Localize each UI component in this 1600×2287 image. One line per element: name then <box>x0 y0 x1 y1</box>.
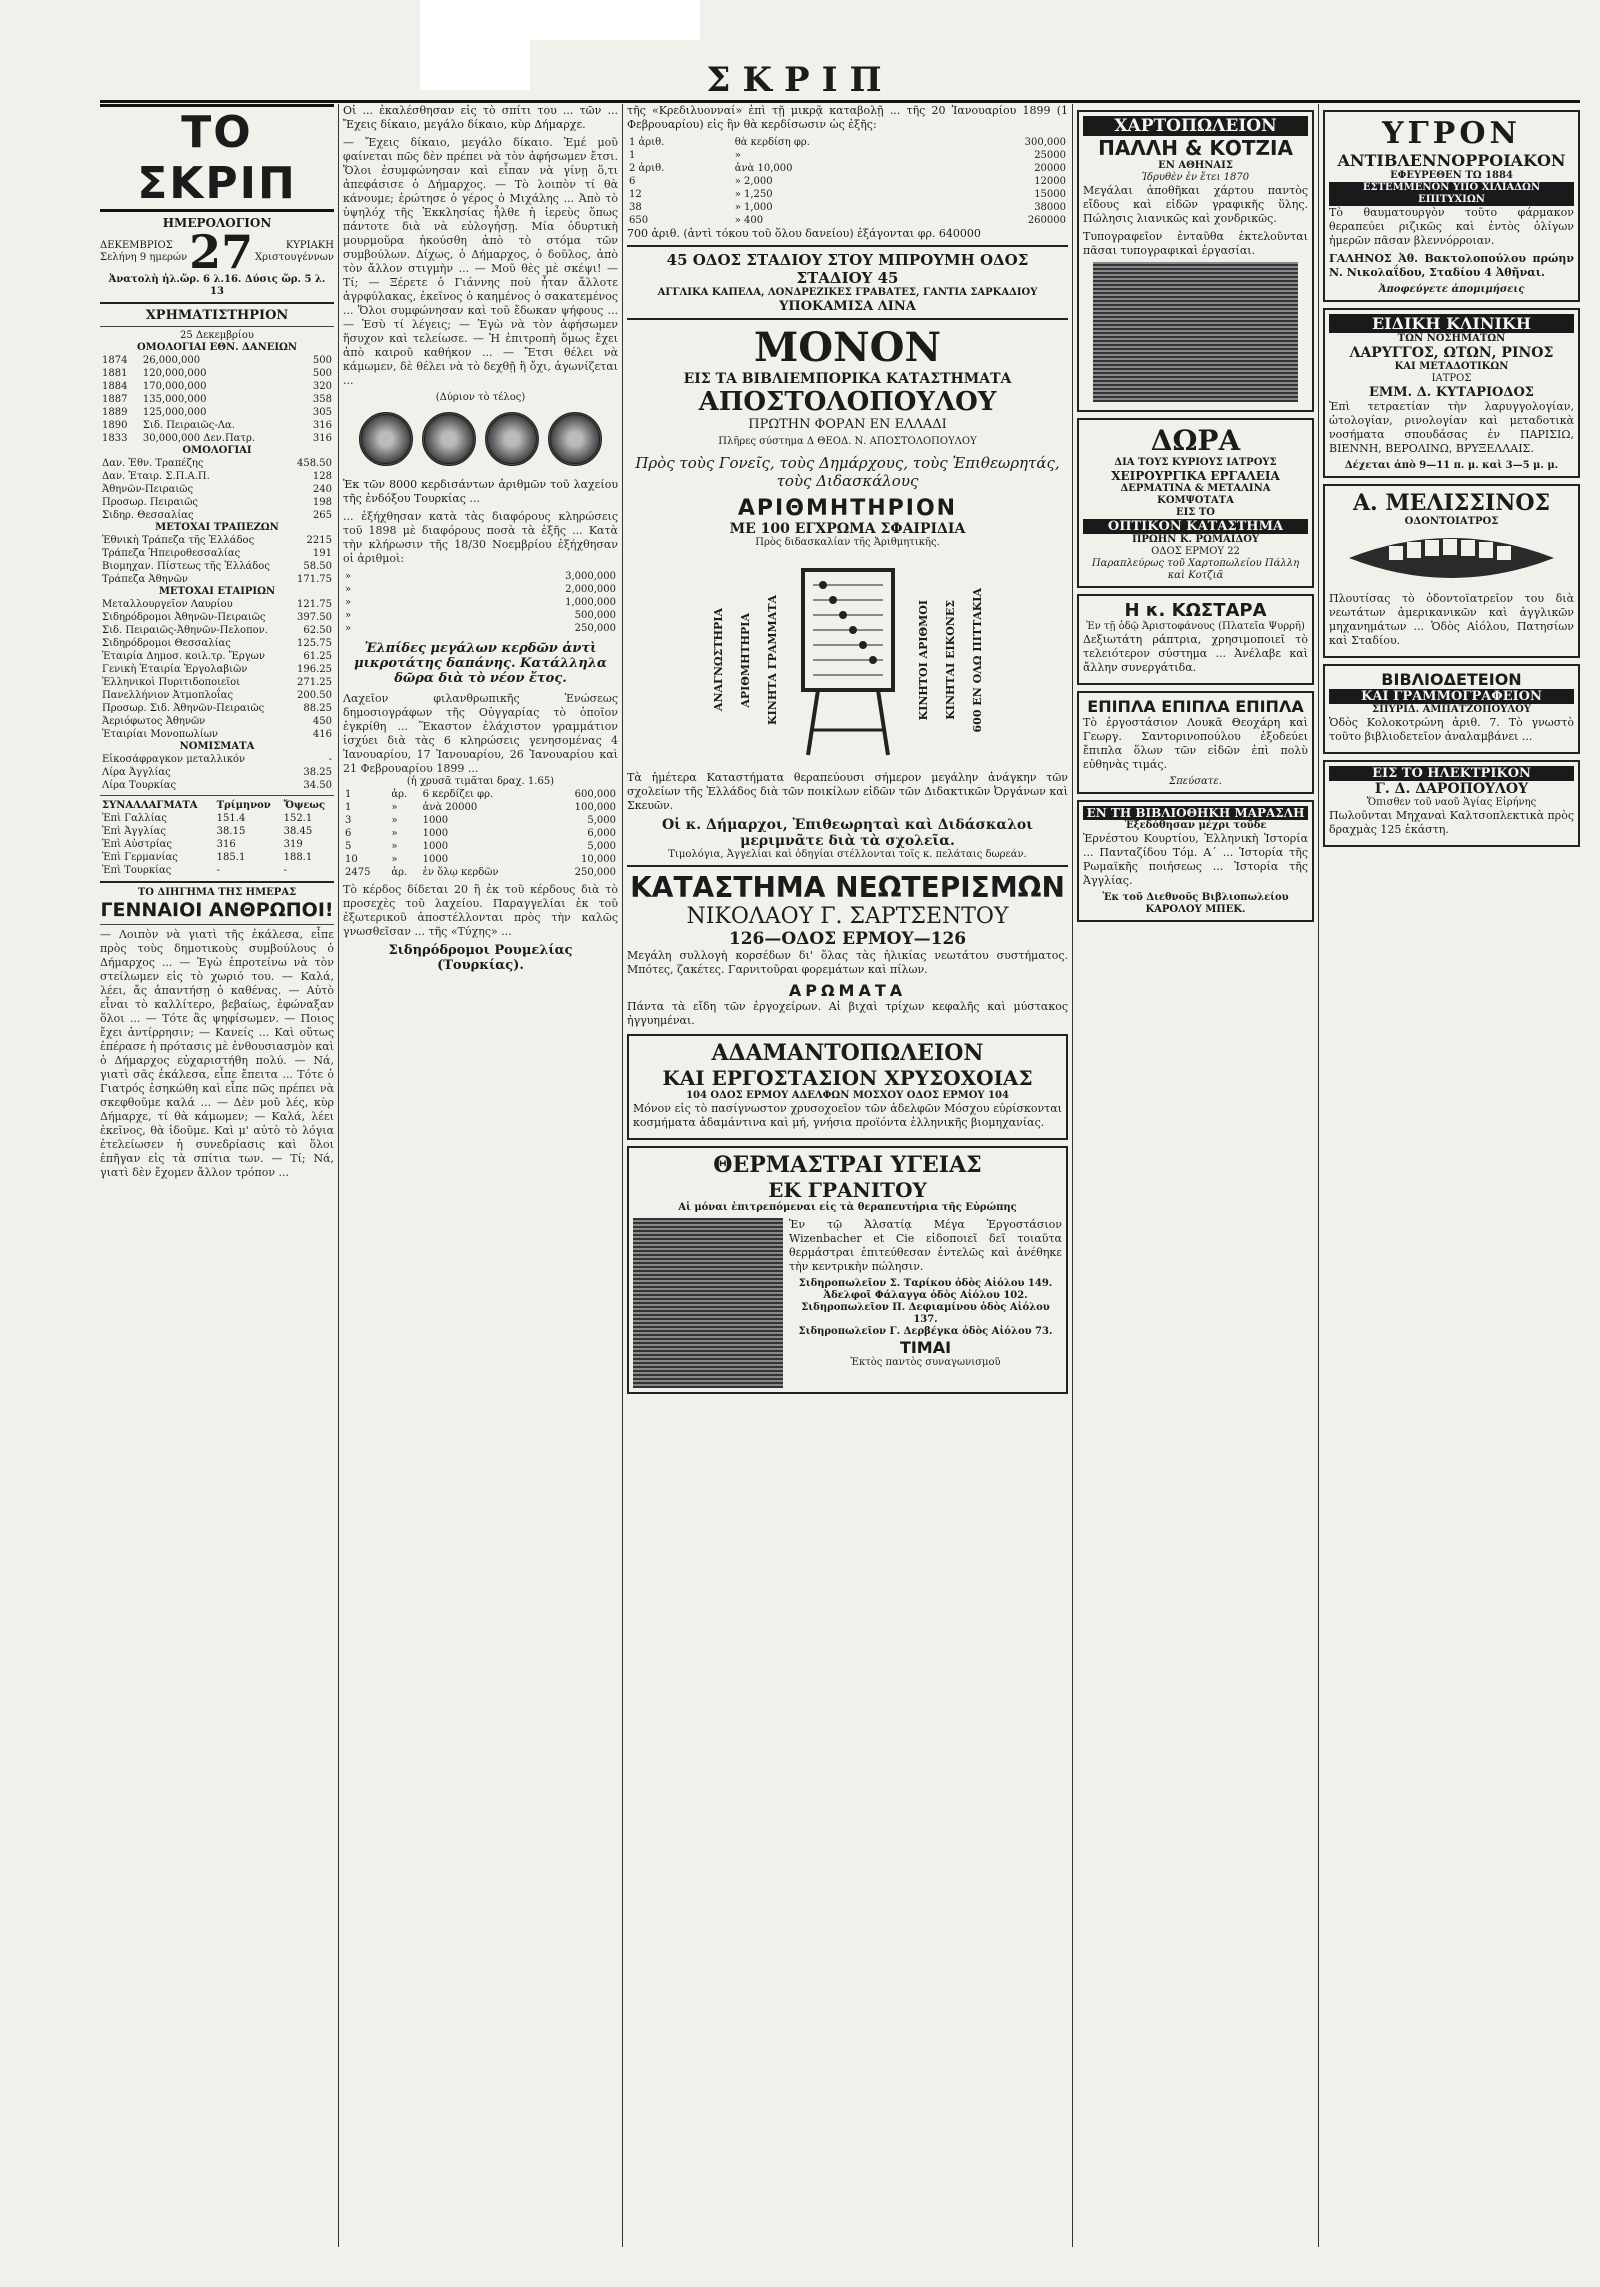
table-row: Τράπεζα Ἀθηνῶν 171.75 <box>102 574 332 585</box>
dora-kit2: ΔΕΡΜΑΤΙΝΑ & ΜΕΤΑΛΙΝΑ ΚΟΜΨΟΤΑΤΑ <box>1120 483 1271 506</box>
kostara-title: Η κ. ΚΩΣΤΑΡΑ <box>1124 600 1267 621</box>
dora-title: ΔΩΡΑ <box>1150 424 1241 457</box>
table-row: Προσωρ. Πειραιῶς 198 <box>102 497 332 508</box>
column-story <box>343 104 618 2247</box>
camera-illustration <box>1093 262 1298 402</box>
table-row: 12 » 1,250 15000 <box>629 189 1066 200</box>
clinic-doctor-label: ΙΑΤΡΟΣ <box>1431 373 1472 384</box>
table-row: Ἐπὶ Τουρκίας - - <box>102 865 287 876</box>
table-row: » 2,000,000 <box>345 584 616 595</box>
table-row: ΣΥΝΑΛΛΑΓΜΑΤΑ Τρίμηνον Ὄψεως <box>102 800 326 811</box>
table-row: Λίρα Ἀγγλίας 38.25 <box>102 767 332 778</box>
table-row: Εἰκοσάφραγκον μεταλλικόν - <box>102 754 332 765</box>
stadiou-goods: ΑΓΓΛΙΚΑ ΚΑΠΕΛΑ, ΛΟΝΔΡΕΖΙΚΕΣ ΓΡΑΒΑΤΕΣ, ΓΑΝΤΙΑ ΣΑΡΚΑΔΙΟΥ <box>657 287 1038 298</box>
abacus-side-label: ΚΙΝΗΤΟΙ ΑΡΙΘΜΟΙ <box>916 599 930 721</box>
thermo-line: Αἱ μόναι ἐπιτρεπόμεναι εἰς τὰ θεραπευτήρια τῆς Εὐρώπης <box>678 1202 1017 1213</box>
lottery-lead: Ἐκ τῶν 8000 κερδισάντων ἀριθμῶν τοῦ λαχείου τῆς ἐνδόξου Τουρκίας ... <box>343 478 618 505</box>
ygron-title: ΥΓΡΟΝ <box>1382 116 1521 151</box>
table-row: Σιδ. Πειραιῶς-Ἀθηνῶν-Πελοπον. 62.50 <box>102 625 332 636</box>
column-rule <box>1318 104 1319 2247</box>
table-row: 1884 170,000,000 320 <box>102 381 332 392</box>
table-row: Ἐταιρίαι Μονοπωλίων 416 <box>102 729 332 740</box>
clinic-sub: ΤΩΝ ΝΟΣΗΜΑΤΩΝ <box>1397 333 1506 344</box>
abacus-sub: ΜΕ 100 ΕΓΧΡΩΜΑ ΣΦΑΙΡΙΔΙΑ <box>729 521 966 537</box>
loans-heading: ΟΜΟΛΟΓΙΑΙ ΕΘΝ. ΔΑΝΕΙΩΝ <box>136 342 298 353</box>
abacus-side-label: ΚΙΝΗΤΑ ΓΡΑΜΜΑΤΑ <box>765 595 779 725</box>
stove-illustration <box>633 1218 783 1388</box>
table-row: 1 » 25000 <box>629 150 1066 161</box>
table-row: 1833 30,000,000 Δεν.Πατρ. 316 <box>102 433 332 444</box>
coins-table <box>100 753 334 792</box>
kostara-loc: Ἐν τῇ ὁδῷ Ἀριστοφάνους (Πλατεῖα Ψυρρῆ) <box>1086 621 1305 632</box>
paper-logo: ΤΟ ΣΚΡΙΠ <box>100 104 334 212</box>
adam-title: ΑΔΑΜΑΝΤΟΠΩΛΕΙΟΝ <box>711 1040 984 1066</box>
table-row: 1874 26,000,000 500 <box>102 355 332 366</box>
neo-title: ΚΑΤΑΣΤΗΜΑ ΝΕΩΤΕΡΙΣΜΩΝ <box>630 871 1065 904</box>
ad1-city: ΕΝ ΑΘΗΝΑΙΣ <box>1158 160 1233 171</box>
abacus-illustration <box>627 555 1068 765</box>
electric-loc: Ὄπισθεν τοῦ ναοῦ Ἁγίας Εἰρήνης <box>1366 797 1537 808</box>
chartopoleion-ad <box>1077 110 1314 412</box>
thermo-body: Ἐν τῷ Ἀλσατίᾳ Μέγα Ἐργοστάσιον Wizenbacher et Cie εἰδοποιεῖ δεῖ τοιαῦτα θερμάστραι ἐπιτεύθεσαν ἐντελῶς καὶ ἀνέθηκε τὴν κεντρικὴν πώλησιν. <box>789 1218 1062 1273</box>
coin-icon <box>548 412 602 466</box>
monon-title: ΜΟΝΟΝ <box>753 324 942 371</box>
dentist-body: Πλουτίσας τὸ ὀδοντοϊατρεῖον του διὰ νεωτάτων ἀμερικανικῶν καὶ ἀγγλικῶν μηχανημάτων ... Ὁδὸς Αἰόλου, Πατησίων καὶ Σταδίου. <box>1329 592 1574 647</box>
dentist-ad <box>1323 484 1580 658</box>
railway-title: Σιδηρόδρομοι Ρουμελίας (Τουρκίας). <box>388 943 573 973</box>
table-row: Ἑταιρία Δημοσ. κοιλ.τρ. Ἔργων 61.25 <box>102 651 332 662</box>
table-row: Σιδηρ. Θεσσαλίας 265 <box>102 510 332 521</box>
bonds-table <box>100 457 334 522</box>
biblio-sub: Ἐξεδόθησαν μέχρι τοῦδε <box>1124 820 1267 831</box>
clinic-hours: Δέχεται ἀπὸ 9—11 π. μ. καὶ 3—5 μ. μ. <box>1344 460 1559 471</box>
biblio-body: Ἐρνέστου Κουρτίου, Ἑλληνικὴ Ἱστορία ... Πανταζίδου Τόμ. Α΄ ... Ἱστορία τῆς Ρωμαϊκῆς ποιήσεως ... Ἱστορία τῆς Ἀγγλίας. <box>1083 832 1308 887</box>
table-row: Ἐπὶ Γαλλίας 151.4 152.1 <box>102 813 313 824</box>
ygron-body: Τὸ θαυματουργὸν τοῦτο φάρμακον θεραπεύει ριζικῶς καὶ ἐντὸς ὀλίγων ἡμερῶν πᾶσαν βλεννόρροιαν. <box>1329 206 1574 247</box>
clinic-body: Ἐπὶ τετραετίαν τὴν λαρυγγολογίαν, ὠτολογίαν, ρινολογίαν καὶ μεταδοτικὰ νοσήματα σπουδάσας ἐν ΠΑΡΙΣΙΩ, ΒΙΕΝΝΗ, ΒΕΡΟΛΙΝΩ, ΒΡΥΞΕΛΛΑΙΣ. <box>1329 400 1574 455</box>
story-title: ΓΕΝΝΑΙΟΙ ΑΝΘΡΩΠΟΙ! <box>100 899 334 921</box>
prizes-table <box>343 570 618 635</box>
electric-title: ΕΙΣ ΤΟ ΗΛΕΚΤΡΙΚΟΝ <box>1329 766 1574 781</box>
prize-schedule <box>343 788 618 879</box>
calendar-weekday: ΚΥΡΙΑΚΗ <box>285 240 334 251</box>
banks-table <box>100 534 334 586</box>
binder-title: ΒΙΒΛΙΟΔΕΤΕΙΟΝ <box>1381 670 1522 689</box>
kostara-ad <box>1077 594 1314 685</box>
dora-near: Παραπλεύρως τοῦ Χαρτοπωλείου Πάλλη καὶ Κοτζιᾶ <box>1091 558 1300 581</box>
calendar-box <box>100 225 334 279</box>
thermo-shop: Σιδηροπωλεῖον Γ. Δερβέγκα ὁδὸς Αἰόλου 73. <box>798 1326 1053 1337</box>
draw-total: 700 ἀριθ. (ἀντὶ τόκου τοῦ ὅλου δανείου) ἐξάγονται φρ. 640000 <box>627 227 981 240</box>
lottery-body: ... ἐξήχθησαν κατὰ τὰς διαφόρους κληρώσεις τοῦ 1898 μὲ διαφόρους ποσὰ τὰ ἑξῆς ... Κατὰ τὴν κλήρωσιν τῆς 18/30 Νοεμβρίου ἐξήχθησαν οἱ ἀριθμοὶ: <box>343 510 618 565</box>
draw-table <box>627 136 1068 227</box>
ygron-sub: ΑΝΤΙΒΛΕΝΝΟΡΡΟΙΑΚΟΝ <box>1337 151 1566 170</box>
fx-table <box>100 799 334 877</box>
abacus-side-label: ΑΡΙΘΜΗΤΗΡΙΑ <box>738 612 752 708</box>
torn-edge-top <box>530 0 700 40</box>
table-row: Ἀεριόφωτος Ἀθηνῶν 450 <box>102 716 332 727</box>
table-row: Δαν. Ἐθν. Τραπέζης 458.50 <box>102 458 332 469</box>
dora-kit: ΧΕΙΡΟΥΡΓΙΚΑ ΕΡΓΑΛΕΙΑ <box>1111 469 1280 483</box>
table-row: Γενικὴ Ἑταιρία Ἐργολαβιῶν 196.25 <box>102 664 332 675</box>
table-row: 6 » 1000 6,000 <box>345 828 616 839</box>
neo-owner: ΝΙΚΟΛΑΟΥ Γ. ΣΑΡΤΣΕΝΤΟΥ <box>686 904 1009 929</box>
kostara-body: Δεξιωτάτη ράπτρια, χρησιμοποιεῖ τὸ τελειότερον σύστημα ... Ἀνέλαβε καὶ ἄλλην συνεργάτιδα. <box>1083 633 1308 674</box>
electric-name: Γ. Δ. ΔΑΡΟΠΟΥΛΟΥ <box>1374 781 1529 797</box>
electric-ad <box>1323 760 1580 847</box>
calendar-month: ΔΕΚΕΜΒΡΙΟΣ <box>100 240 173 251</box>
table-row: 1881 120,000,000 500 <box>102 368 332 379</box>
table-row: Τράπεζα Ἠπειροθεσσαλίας 191 <box>102 548 332 559</box>
ygron-ad <box>1323 110 1580 302</box>
table-row: 1887 135,000,000 358 <box>102 394 332 405</box>
ygron-end: Ἀποφεύγετε ἀπομιμήσεις <box>1378 284 1525 295</box>
monon-sub: ΕΙΣ ΤΑ ΒΙΒΛΙΕΜΠΟΡΙΚΑ ΚΑΤΑΣΤΗΜΑΤΑ <box>683 371 1012 387</box>
table-row: 1 » ἀνὰ 20000 100,000 <box>345 802 616 813</box>
table-row: 10 » 1000 10,000 <box>345 854 616 865</box>
epipla-ad <box>1077 691 1314 794</box>
orders-body: Τὸ κέρδος δίδεται 20 ἢ ἐκ τοῦ κέρδους διὰ τὸ προσεχὲς τοῦ λαχείου. Παραγγελίαι ἐκ τοῦ ἐξωτερικοῦ ἀποστέλλονται πρὸς τὴν καλῶς γνωσθεῖσαν ... τῆς «Τύχης» ... <box>343 883 618 938</box>
abacus-mayors: Οἱ κ. Δήμαρχοι, Ἐπιθεωρηταὶ καὶ Διδάσκαλοι μεριμνᾶτε διὰ τὰ σχολεῖα. <box>661 817 1034 849</box>
monon-ad <box>627 324 1068 861</box>
table-row: » 3,000,000 <box>345 571 616 582</box>
ygron-pharm: ΓΑΛΗΝΟΣ Ἀθ. Βακτολοπούλου πρώην Ν. Νικολαΐδου, Σταδίου 4 Ἀθῆναι. <box>1329 252 1574 279</box>
table-row: 6 » 2,000 12000 <box>629 176 1066 187</box>
table-row: Δαν. Ἐταιρ. Σ.Π.Α.Π. 128 <box>102 471 332 482</box>
table-row: 5 » 1000 5,000 <box>345 841 616 852</box>
dora-for: ΔΙΑ ΤΟΥΣ ΚΥΡΙΟΥΣ ΙΑΤΡΟΥΣ <box>1114 457 1277 468</box>
table-row: 38 » 1,000 38000 <box>629 202 1066 213</box>
abacus-icon <box>793 560 903 760</box>
dora-street: ΟΔΟΣ ΕΡΜΟΥ 22 <box>1151 546 1240 557</box>
monon-first: ΠΡΩΤΗΝ ΦΟΡΑΝ ΕΝ ΕΛΛΑΔΙ <box>748 417 947 432</box>
thermo-sub: ΕΚ ΓΡΑΝΙΤΟΥ <box>768 1178 927 1202</box>
coins-illustration <box>343 410 618 472</box>
coin-icon <box>422 412 476 466</box>
adam-body: Μόνον εἰς τὸ πασίγνωστον χρυσοχοεῖον τῶν ἀδελφῶν Μόσχου εὑρίσκονται κοσμήματα ἀδαμάντινα καὶ μή, γνήσια προϊόντα ἑλληνικῆς βιομηχανίας. <box>633 1102 1062 1129</box>
dora-prior: ΠΡΩΗΝ Κ. ΡΩΜΑΪΔΟΥ <box>1131 534 1260 545</box>
column-rule <box>622 104 623 2247</box>
stadiou-banner: 45 ΟΔΟΣ ΣΤΑΔΙΟΥ ΣΤΟΥ ΜΠΡΟΥΜΗ ΟΔΟΣ ΣΤΑΔΙΟΥ 45 <box>666 251 1029 287</box>
thermo-shop: Ἀδελφοῖ Φάλαγγα ὁδὸς Αἰόλου 102. <box>823 1290 1028 1301</box>
column-ads-center <box>627 104 1068 2247</box>
table-row: » 500,000 <box>345 610 616 621</box>
exchange-date: 25 Δεκεμβρίου <box>180 330 254 341</box>
story-body: — Λοιπὸν νὰ γιατὶ τῆς ἐκάλεσα, εἶπε πρὸς τοὺς δημοτικοὺς συμβούλους ὁ Δήμαρχος ... — Ἐγὼ ἐπροτείνω νὰ τὸν στείλωμεν εἰς τὸ χωριό του. — Καλά, λέει, ἄς ἀπαντήσῃ ὁ καθένας. — Αὐτὸ εἶναι τὸ καλλίτερο, βεβαίως, ἐφώναξαν ὅλοι ... — Τότε ἂς ψηφίσωμεν. — Ποιος ἔχει ἀντίρρησιν; — Κανείς ... Καὶ οὕτως ἐπέρασε ἡ πρότασις μὲ ἐνθουσιασμὸν καὶ ὁ Δήμαρχος εὐχαριστήθη πολύ. — Νά, γιατὶ σᾶς ἐκάλεσα, εἶπε ἔπειτα ... Τότε ὁ Γιατρός ἐσηκώθη καὶ εἶπε πῶς πρέπει νὰ σκεφθοῦμε καλά ... — Δὲν μοῦ λές, κὺρ Δήμαρχε, τί θὰ κάμωμεν; — Καλά, λέει ἐκεῖνος, θὰ ἰδοῦμε. Καὶ μ' αὐτὸ τὸ λόγια ἐτελείωσεν ἡ συνεδρίασις καὶ ὅλοι ἐπῆγαν εἰς τὰ σπίτια των. — Τί; Νά, γιατὶ δὲν ἔχομεν ἄλλον τρόπον ... <box>100 928 334 1179</box>
table-row: Σιδηρόδρομοι Ἀθηνῶν-Πειραιῶς 397.50 <box>102 612 332 623</box>
table-row: 650 » 400 260000 <box>629 215 1066 226</box>
ad1-print: Τυπογραφεῖον ἐνταῦθα ἐκτελοῦνται πᾶσαι τυπογραφικαὶ ἐργασίαι. <box>1083 230 1308 257</box>
epipla-body: Τὸ ἐργοστάσιον Λουκᾶ Θεοχάρη καὶ Γεωργ. Σαντορινοπούλου ἐξοδεύει ἔπιπλα ὅλων τῶν εἰδῶν ἐπὶ πολὺ εὐθηνὰς τιμάς. <box>1083 716 1308 771</box>
thermastrai-ad <box>627 1146 1068 1394</box>
thermo-title: ΘΕΡΜΑΣΤΡΑΙ ΥΓΕΙΑΣ <box>713 1152 982 1178</box>
table-row: 2475 ἀρ. ἐν ὅλῳ κερδῶν 250,000 <box>345 867 616 878</box>
epipla-end: Σπεύσατε. <box>1169 776 1222 787</box>
ad1-founded: Ἱδρυθὲν ἐν ἔτει 1870 <box>1141 172 1250 183</box>
table-row: Ἐθνικὴ Τράπεζα τῆς Ἑλλάδος 2215 <box>102 535 332 546</box>
table-row: 1890 Σιδ. Πειραιῶς-Λα. 316 <box>102 420 332 431</box>
masthead: ΣΚΡΙΠ <box>706 60 894 100</box>
table-row: 1 ἀρ. 6 κερδίζει φρ. 600,000 <box>345 789 616 800</box>
abacus-title: ΑΡΙΘΜΗΤΗΡΙΟΝ <box>737 496 958 521</box>
story-kicker: ΤΟ ΔΙΗΓΗΜΑ ΤΗΣ ΗΜΕΡΑΣ <box>137 887 297 898</box>
exchange-title: ΧΡΗΜΑΤΙΣΤΗΡΙΟΝ <box>145 308 289 323</box>
thermo-prices: ΤΙΜΑΙ <box>899 1338 952 1357</box>
table-row: Βιομηχαν. Πίστεως τῆς Ἑλλάδος 58.50 <box>102 561 332 572</box>
adam-sub: ΚΑΙ ΕΡΓΟΣΤΑΣΙΟΝ ΧΡΥΣΟΧΟΙΑΣ <box>662 1066 1033 1090</box>
epipla-title: ΕΠΙΠΛΑ ΕΠΙΠΛΑ ΕΠΙΠΛΑ <box>1087 697 1304 716</box>
promo-title: Ἐλπίδες μεγάλων κερδῶν ἀντὶ μικροτάτης δαπάνης. Κατάλληλα δῶρα διὰ τὸ νέον ἔτος. <box>354 641 607 686</box>
monon-system: Πλῆρες σύστημα Δ ΘΕΟΔ. Ν. ΑΠΟΣΤΟΛΟΠΟΥΛΟΥ <box>718 436 977 447</box>
table-row: Προσωρ. Σιδ. Ἀθηνῶν-Πειραιῶς 88.25 <box>102 703 332 714</box>
table-row: 3 » 1000 5,000 <box>345 815 616 826</box>
thermo-prices-note: Ἐκτὸς παντὸς συναγωνισμοῦ <box>850 1357 1001 1368</box>
table-row: Λίρα Τουρκίας 34.50 <box>102 780 332 791</box>
column-ads-right <box>1077 104 1314 2247</box>
abacus-body: Τὰ ἡμέτερα Καταστήματα θεραπεύουσι σήμερον μεγάλην ἀνάγκην τῶν σχολείων τῆς Ἑλλάδος διὰ τῶν ποικίλων εἰδῶν τῶν Διδακτικῶν Ὀργάνων καὶ Σκευῶν. <box>627 771 1068 812</box>
clinic-doctor: ΕΜΜ. Δ. ΚΥΤΑΡΙΟΔΟΣ <box>1368 385 1534 400</box>
table-row: Ἐπὶ Γερμανίας 185.1 188.1 <box>102 852 313 863</box>
dora-shop: ΟΠΤΙΚΟΝ ΚΑΤΑΣΤΗΜΑ <box>1083 519 1308 534</box>
table-row: 1 ἀριθ. θὰ κερδίση φρ. 300,000 <box>629 137 1066 148</box>
table-row: » 250,000 <box>345 623 616 634</box>
loans-table <box>100 354 334 445</box>
column-exchange <box>100 104 334 2247</box>
dentist-title: ΟΔΟΝΤΟΙΑΤΡΟΣ <box>1404 516 1499 527</box>
story-lead: Οἱ ... ἐκαλέσθησαν εἰς τὸ σπίτι του ... τῶν ... Ἔχεις δίκαιο, μεγάλο δίκαιο, κὺρ Δήμαρχε. <box>343 104 618 131</box>
thermo-shop: Σιδηροπωλεῖον Π. Δεφιαμίνου ὁδὸς Αἰόλου 137. <box>801 1302 1050 1325</box>
dentist-name: Α. ΜΕΛΙΣΣΙΝΟΣ <box>1352 490 1551 516</box>
monon-script: Πρὸς τοὺς Γονεῖς, τοὺς Δημάρχους, τοὺς Ἐπιθεωρητάς, τοὺς Διδασκάλους <box>635 454 1060 490</box>
clinic-title: ΕΙΔΙΚΗ ΚΛΙΝΙΚΗ <box>1329 314 1574 333</box>
coins-heading: ΝΟΜΙΣΜΑΤΑ <box>179 741 255 752</box>
neo-body: Μεγάλη συλλογὴ κορσέδων δι' ὅλας τὰς ἡλικίας νεωτάτου συστήματος. Μπότες, ζακέτες. Γαρνιτοῦραι φορεμάτων καὶ πίλων. <box>627 949 1068 976</box>
neoterismon-ad <box>627 871 1068 1028</box>
dora-at: ΕΙΣ ΤΟ <box>1175 507 1215 518</box>
binder-ad <box>1323 664 1580 754</box>
companies-heading: ΜΕΤΟΧΑΙ ΕΤΑΙΡΙΩΝ <box>158 586 276 597</box>
banks-heading: ΜΕΤΟΧΑΙ ΤΡΑΠΕΖΩΝ <box>155 522 279 533</box>
clinic-ad <box>1323 308 1580 478</box>
table-row: Ἑλληνικοὶ Πυριτιδοποιεῖοι 271.25 <box>102 677 332 688</box>
clinic-organs: ΛΑΡΥΓΓΟΣ, ΩΤΩΝ, ΡΙΝΟΣ <box>1349 345 1554 361</box>
biblio-footer: Ἐκ τοῦ Διεθνοῦς Βιβλιοπωλείου ΚΑΡΟΛΟΥ ΜΠΕΚ. <box>1102 892 1289 915</box>
biblio-title: ΕΝ ΤΗ ΒΙΒΛΙΟΘΗΚΗ ΜΑΡΑΣΛΗ <box>1083 806 1308 820</box>
adamantopoleion-ad <box>627 1034 1068 1140</box>
calendar-moon: Σελήνη 9 ημερών <box>100 252 188 263</box>
table-row: 2 ἀριθ. ἀνὰ 10,000 20000 <box>629 163 1066 174</box>
calendar-day: 27 <box>189 225 254 279</box>
prize-table-head: (ἡ χρυσᾶ τιμᾶται δραχ. 1.65) <box>406 776 555 787</box>
ad1-body: Μεγάλαι ἀποθῆκαι χάρτου παντὸς εἴδους καὶ εἰδῶν γραφικῆς ὕλης. Πώλησις λιανικῶς καὶ χονδρικῶς. <box>1083 184 1308 225</box>
table-row: Ἀθηνῶν-Πειραιῶς 240 <box>102 484 332 495</box>
thermo-shop: Σιδηροπωλεῖον Σ. Ταρίκου ὁδὸς Αἰόλου 149. <box>798 1278 1053 1289</box>
column-rule <box>1072 104 1073 2247</box>
binder-name: ΣΠΥΡΙΔ. ΑΜΠΑΤΖΟΠΟΥΛΟΥ <box>1372 704 1531 715</box>
promo-body: Λαχεῖον φιλανθρωπικῆς Ἐνώσεως δημοσιογράφων τῆς Οὐγγαρίας τὸ ὁποῖον ἐγκρίθη ... Ἕκαστον ἐλάχιστον γραμμάτιον ἰσχύει διὰ τὰς 6 κληρώσεις γενησομένας 4 Ἰανουαρίου, 17 Ἰανουαρίου, 26 Ἰανουαρίου καὶ 21 Φεβρουαρίου 1899 ... <box>343 692 618 775</box>
sun-times: Ἀνατολὴ ἡλ.ὥρ. 6 λ.16. Δύσις ὥρ. 5 λ. 13 <box>108 274 326 297</box>
calendar-feast: Χριστουγέννων <box>255 252 334 263</box>
table-row: 1889 125,000,000 305 <box>102 407 332 418</box>
table-row: Ἐπὶ Ἀγγλίας 38.15 38.45 <box>102 826 313 837</box>
clinic-and: ΚΑΙ ΜΕΤΑΔΟΤΙΚΩΝ <box>1394 361 1509 372</box>
draw-intro: τῆς «Κρεδιλυονναί» ἐπὶ τῇ μικρᾷ καταβολῇ ... τῆς 20 Ἰανουαρίου 1899 (1 Φεβρουαρίου) εἰς ἣν θὰ κερδίσωσιν ὡς ἑξῆς: <box>627 104 1068 131</box>
column-rule <box>338 104 339 2247</box>
coin-icon <box>359 412 413 466</box>
ygron-year: ΕΦΕΥΡΕΘΕΝ ΤΩ 1884 <box>1390 170 1513 181</box>
ad1-title: ΧΑΡΤΟΠΩΛΕΙΟΝ <box>1083 116 1308 136</box>
biblio-ad <box>1077 800 1314 922</box>
calendar-title: ΗΜΕΡΟΛΟΓΙΟΝ <box>162 216 272 230</box>
column-ads-far-right <box>1323 104 1580 2247</box>
abacus-purpose: Πρὸς διδασκαλίαν τῆς Ἀριθμητικῆς. <box>755 537 940 548</box>
teeth-illustration <box>1329 528 1574 588</box>
stadiou-shirts: ΥΠΟΚΑΜΙΣΑ ΛΙΝΑ <box>779 299 916 314</box>
abacus-side-label: ΚΙΝΗΤΑΙ ΕΙΚΟΝΕΣ <box>943 600 957 720</box>
companies-table <box>100 598 334 741</box>
binder-body: Ὁδὸς Κολοκοτρώνη ἀριθ. 7. Τὸ γνωστὸ τοῦτο βιβλιοδετεῖον ἀναλαμβάνει ... <box>1329 716 1574 743</box>
dora-ad <box>1077 418 1314 588</box>
binder-sub: ΚΑΙ ΓΡΑΜΜΟΓΡΑΦΕΙΟΝ <box>1329 689 1574 704</box>
table-row: Πανελλήνιον Ἀτμοπλοΐας 200.50 <box>102 690 332 701</box>
table-row: » 1,000,000 <box>345 597 616 608</box>
monon-name: ΑΠΟΣΤΟΛΟΠΟΥΛΟΥ <box>698 387 997 417</box>
table-row: Σιδηρόδρομοι Θεσσαλίας 125.75 <box>102 638 332 649</box>
ad1-name: ΠΑΛΛΗ & ΚΟΤΖΙΑ <box>1098 136 1293 160</box>
aromata-title: ΑΡΩΜΑΤΑ <box>788 981 907 1000</box>
coin-icon <box>485 412 539 466</box>
neo-address: 126—ΟΔΟΣ ΕΡΜΟΥ—126 <box>728 929 967 949</box>
story-continued: — Ἔχεις δίκαιο, μεγάλο δίκαιο. Ἐμέ μοῦ φαίνεται πῶς δὲν πρέπει νὰ τὸν ἀφήσωμεν ἔτσι. Ὅλοι ἐσυμφώνησαν καὶ εἶπαν νὰ γίνῃ ὅ,τι ἀπεφάσισε ὁ Δήμαρχος. — Τὸ λοιπὸν τί θὰ κάνουμε; ἐρώτησε ὁ γέρος ὁ Μιχάλης ... Ἀπὸ τὸ ὑψηλόχ τῆς Ἐκκλησίας ἦλθε ἡ ἱερεὺς ὅπως πάντοτε διὰ νὰ εὐλογήσῃ. Μία ὀδυρτικὴ μουρμοῦρα ἠκούσθη ἀπὸ τὸ στόμα τῶν συμβούλων. Δίχως, ὁ Δήμαρχος, ὁ δοῦλος, ἀπὸ τὸν ἄλλον στιγμὴν ... — Μοῦ θὲς μὲ σκέψι! — Τί; — Ξέρετε ὁ Γιάννης ποὺ ἦταν ἄλλοτε ἀγρφύλακας, ἐκεῖνος ὁ καημένος ὁ σακατεμένος ... Ὅλοι συμφώνησαν καὶ τοῦ ἔδωκαν ψήφους ... — Ἐσὺ τί λέγεις; — Ἐγὼ νὰ τὸν ἀφήσωμεν ἥσυχον καὶ τελείωσε. — Ἡ ἐπιτροπὴ ὅμως ἔχει ἀπὸ καιροῦ καθήκον ... — Ἔτσι θέλει νὰ κάμωμεν, δὲ θέλει νὰ τὸ δεχθῇ ἢ ὄχι, ἀγωνίζεται ... <box>343 136 618 387</box>
abacus-price: Τιμολόγια, Ἀγγελίαι καὶ ὁδηγίαι στέλλονται τοῖς κ. πελάταις δωρεάν. <box>668 849 1027 860</box>
story-signoff: (Δύριον τὸ τέλος) <box>435 392 526 403</box>
aromata-body: Πάντα τὰ εἴδη τῶν ἐργοχείρων. Αἱ βιχαὶ τρίχων κεφαλῆς καὶ μύστακος ἠγγυημέναι. <box>627 1000 1068 1027</box>
ygron-line: ΕΣΤΕΜΜΕΝΟΝ ΥΠΟ ΧΙΛΙΑΔΩΝ ΕΠΙΤΥΧΙΩΝ <box>1329 182 1574 206</box>
bonds-heading: ΟΜΟΛΟΓΙΑΙ <box>182 445 252 456</box>
masthead-rule <box>100 100 1580 103</box>
abacus-side-label: ΑΝΑΓΝΩΣΤΗΡΙΑ <box>711 608 725 712</box>
abacus-side-label: 600 ΕΝ ΟΛΩ ΠΙΤΤΑΚΙΑ <box>970 587 984 733</box>
electric-body: Πωλοῦνται Μηχαναὶ Καλτσοπλεκτικὰ πρὸς δραχμὰς 125 ἑκάστη. <box>1329 809 1575 836</box>
table-row: Μεταλλουργεῖον Λαυρίου 121.75 <box>102 599 332 610</box>
table-row: Ἐπὶ Αὐστρίας 316 319 <box>102 839 303 850</box>
adam-address: 104 ΟΔΟΣ ΕΡΜΟΥ ΑΔΕΛΦΩΝ ΜΟΣΧΟΥ ΟΔΟΣ ΕΡΜΟΥ 104 <box>686 1090 1009 1101</box>
